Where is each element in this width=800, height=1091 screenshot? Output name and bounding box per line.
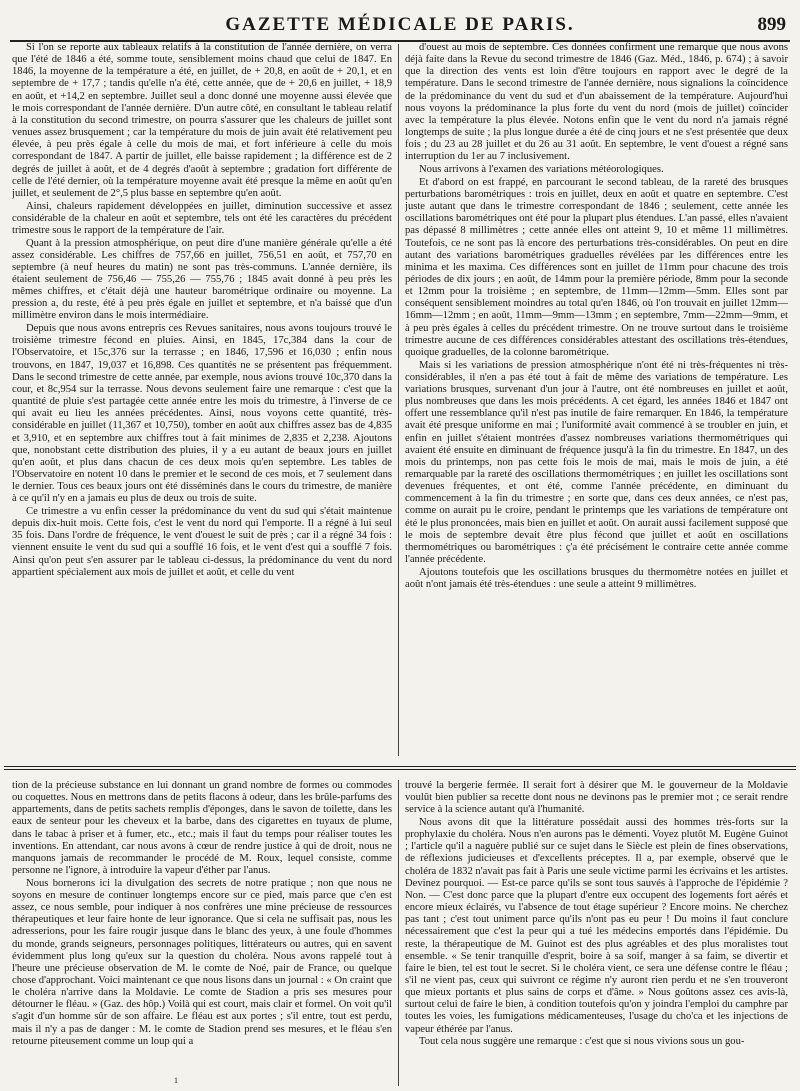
paragraph: Mais si les variations de pression atmosphérique n'ont été ni très-fréquentes ni très-considérables, il n'en a pas été tout à fait de même des variations de température. Les variations brusques, survenant d'un jour à l'autre, ont été nombreuses en juillet et août, plus nombreuses que dans les mois précédents. A cet égard, les années 1846 et 1847 ont offert une ressemblance qu'il n'est pas inutile de faire remarquer. En 1846, la température avait été presque uniforme en mai ; l'uniformité avait commencé à se troubler en juin, et enfin en juillet s'étaient montrées d'assez nombreuses variations thermométriques qui avaient été ensuite en diminuant de fréquence jusqu'à la fin du trimestre. En 1847, un des mois du printemps, non pas cette fois le mois de mai, mais le mois de juin, a été remarquable par la rareté des oscillations thermométriques ; en juillet les oscillations sont devenues fréquentes, et ont été, comme l'année précédente, en diminuant du commencement à la fin du trimestre ; en sorte que, dans ces deux années, ce n'est pas, comme on aurait pu le croire, pendant le printemps que les variations de température ont été le plus prononcées, mais bien en juillet et août. On aurait aussi facilement supposé que le mois de septembre devait être plus fécond que juillet et août en oscillations thermométriques ou barométriques : ç'a été précisément le contraire cette année comme l'année précédente. (405, 359, 788, 566)
column-top-left (12, 42, 392, 750)
column-bottom-left (12, 780, 392, 1084)
paragraph: Depuis que nous avons entrepris ces Revues sanitaires, nous avons toujours trouvé le troisième trimestre fécond en pluies. Ainsi, en 1845, 17c,384 dans la cour de l'Observatoire, et 15c,376 sur la terrasse ; en 1846, 17,596 et 16,030 ; enfin nous trouvons, en 1847, 19,037 et 16,898. Ces quantités ne se présentent pas fréquemment. Dans le second trimestre de cette année, par exemple, nous avions trouvé 10c,370 dans la cour, et 8c,954 sur la terrasse. Nous devons seulement faire une remarque : c'est que la quantité de pluie s'est partagée cette année entre les mois du trimestre, à l'inverse de ce qui avait eu lieu les années précédentes. Ainsi, nous voyons cette quantité, très-considérable en juillet (11,367 et 10,750), tomber en août aux chiffres assez bas de 4,835 et 3,910, et en septembre aux chiffres tout à fait minimes de 2,835 et 2,238. Ajoutons que, nonobstant cette distribution des pluies, il y a eu autant de beaux jours en juillet qu'en août, et plus dans chacun de ces deux mois qu'en septembre. Les tables de l'Observatoire en notent 10 dans le premier et le second de ces mois, et 7 seulement dans le dernier. Tous ces beaux jours ont été disséminés dans le cours du trimestre, de manière à ce qu'il n'y en a jamais eu plus de deux ou trois de suite. (12, 323, 392, 505)
section-divider (4, 766, 796, 767)
page-number: 899 (757, 14, 786, 35)
column-bottom-right (405, 780, 788, 1084)
footer-mark: 1 (174, 1076, 178, 1085)
column-divider (398, 780, 399, 1086)
journal-title: GAZETTE MÉDICALE DE PARIS. (225, 14, 575, 35)
section-divider (4, 769, 796, 770)
paragraph: Nous bornerons ici la divulgation des secrets de notre pratique ; non que nous ne soyons en mesure de continuer longtemps encore sur ce pied, mais parce que c'en est assez, ce nous semble, pour indiquer à nos confrères une mine précieuse de ressources thérapeutiques et leur faire honte de leur ignorance. Que si cela ne suffisait pas, nous les adresserions, pour les faire rougir jusque dans le blanc des yeux, à une foule d'hommes du monde, grands seigneurs, personnages politiques, littérateurs ou autres, qui en savent évidemment plus long qu'eux sur la question du choléra. Nous avons rappelé tout à l'heure une précieuse observation de M. le comte de Noé, pair de France, ou quelque chose d'approchant. Voici maintenant ce que nous lisons dans un journal : « On craint que le choléra n'arrive dans la Moldavie. Le comte de Stadion a pris ses mesures pour détourner le fléau. » (Gaz. des hôp.) Voilà qui est court, mais clair et formel. On voit qu'il s'agit d'un homme sûr de son affaire. Le fléau est aux portes ; s'il entre, tout est perdu, mais il n'y a pas de danger : M. le comte de Stadion prend ses mesures, et le fléau s'en retourne piteusement comme un loup qui a (12, 877, 392, 1047)
paragraph: tion de la précieuse substance en lui donnant un grand nombre de formes ou commodes ou coquettes. Nous en mettrons dans de petits flacons à odeur, dans les brûle-parfums des appartements, dans de petits sachets remplis d'éponges, dans le savon de toilette, dans les eaux de senteur pour les cheveux et la barbe, dans des cigarettes en tuyaux de plume, dans le tabac à priser et à fumer, etc., etc.; mais il faut du temps pour réaliser toutes les inventions. En attendant, car nous avons à cœur de rendre justice à qui de droit, nous ne manquons jamais de recommander le procédé de M. Roux, lequel consiste, comme personne ne l'ignore, à introduire la vapeur d'éther par l'anus. (12, 780, 392, 877)
paragraph: Ajoutons toutefois que les oscillations brusques du thermomètre notées en juillet et août n'ont jamais été très-étendues : une seule a atteint 9 millimètres. (405, 566, 788, 590)
paragraph: Quant à la pression atmosphérique, on peut dire d'une manière générale qu'elle a été assez considérable. Les chiffres de 757,66 en juillet, 756,51 en août, et 757,70 en septembre (à neuf heures du matin) ne sont pas très-communs. L'année dernière, ils étaient seulement de 756,46 — 755,26 — 755,76 ; 1845 avait donné à peu près les mêmes chiffres, et c'était déjà une hauteur barométrique ordinaire ou moyenne. La pression a, du reste, été à peu près égale en juillet et septembre, et n'a baissé que d'un millimètre environ dans le mois intermédiaire. (12, 237, 392, 322)
paragraph: Ainsi, chaleurs rapidement développées en juillet, diminution successive et assez considérable de la chaleur en août et septembre, tels ont été les caractères du précédent trimestre sous le rapport de la température de l'air. (12, 200, 392, 236)
paragraph: Ce trimestre a vu enfin cesser la prédominance du vent du sud qui s'était maintenue depuis dix-huit mois. Cette fois, c'est le vent du nord qui l'emporte. Il a régné à lui seul 35 fois. Dans l'ordre de fréquence, le vent d'ouest le suit de près ; car il a régné 34 fois : viennent ensuite le vent du sud qui a soufflé 16 fois, et le vent d'est qui a soufflé 7 fois. Ainsi qu'on peut s'en assurer par le tableau ci-dessus, la prédominance du vent du nord appartient spécialement aux mois de juillet et août, et celle du vent (12, 505, 392, 578)
column-divider (398, 44, 399, 756)
paragraph: Et d'abord on est frappé, en parcourant le second tableau, de la rareté des brusques perturbations barométriques : trois en juillet, deux en août et quatre en septembre. C'est juste autant que dans le trimestre correspondant de 1846 ; seulement, cette année les oscillations barométriques ont été pour la plupart plus étendues. L'an passé, elles n'avaient pas dépassé 8 millimètres ; cette année elles ont atteint 9, 10 et même 11 millimètres. Toutefois, ce ne sont pas là encore des perturbations très-considérables. On peut en dire autant des variations barométriques graduelles révélées par les différences entre les minima et les maxima. Ces différences sont en juillet de 11mm pour chacune des trois périodes de dix jours ; en août, de 14mm pour la première période, 8mm pour la seconde et 12mm pour la troisième ; en septembre, de 11mm—12mm—5mm. Elles sont par conséquent sensiblement moindres au total qu'en 1846, où l'on trouvait en juillet 12mm—16mm—12mm ; en août, 11mm—9mm—13mm ; en septembre, 7mm—22mm—9mm, et à peu près égales à celles du précédent trimestre. On ne trouve surtout dans le troisième trimestre aucune de ces différences considérables attestant des oscillations très-étendues, quoique graduelles, de la colonne barométrique. (405, 176, 788, 358)
paragraph: Si l'on se reporte aux tableaux relatifs à la constitution de l'année dernière, on verra que l'été de 1846 a été, somme toute, sensiblement moins chaud que celui de 1847. En 1846, la moyenne de la température a été, en juillet, de + 20,8, en août de + 20,1, et en septembre de + 17,7 ; tandis qu'elle n'a été, cette année, que de + 20,6 en juillet, + 18,9 en août, et +14,2 en septembre. Juillet seul a donc donné une moyenne aussi élevée que le mois correspondant de l'année dernière. D'un autre côté, en consultant le tableau relatif à la constitution du second trimestre, on pourra s'assurer que les chaleurs de juillet sont venues assez brusquement ; car la température du mois de juin avait été relativement peu élevée, à peu près égale à celle du mois de mai, et fort inférieure à celle du mois correspondant de 1847. A partir de juillet, elle baisse rapidement ; la différence est de 2 degrés de juillet à août, et de 4 degrés d'août à septembre ; gradation fort différente de celle de l'été dernier, où la température moyenne avait été presque la même en août qu'en juillet, et seulement de 2°,5 plus basse en septembre qu'en août. (12, 42, 392, 199)
paragraph: Tout cela nous suggère une remarque : c'est que si nous vivions sous un gou- (419, 1036, 745, 1048)
page-header (10, 6, 790, 36)
paragraph: d'ouest au mois de septembre. Ces données confirment une remarque que nous avons déjà faite dans la Revue du second trimestre de 1846 (Gaz. Méd., 1846, p. 674) ; à savoir que la direction des vents est loin d'être toujours en rapport avec le degré de la température. Dans le second trimestre de l'année dernière, nous signalions la coïncidence de la prédominance du vent du sud et d'un abaissement de la température. Aujourd'hui nous voyons la prédominance la plus forte du vent du nord (mois de juillet) coïncider avec la température la plus élevée. Notons enfin que le vent du nord n'a jamais régné longtemps de suite ; la plus longue durée a été de cinq jours et ne s'est présentée que deux fois ; du 23 au 28 juillet et du 26 au 31 août. En septembre, le vent d'ouest a régné sans interruption du 1er au 7 inclusivement. (405, 42, 788, 163)
paragraph: Nous avons dit que la littérature possédait aussi des hommes très-forts sur la prophylaxie du choléra. Nous n'en aurons pas le démenti. Voyez plutôt M. Eugène Guinot ; l'article qu'il a naguère publié sur ce sujet dans le Siècle est plein de fines observations, de réflexions judicieuses et d'excellents préceptes. Il a, par exemple, observé que le choléra de 1832 n'avait pas fait à Paris une seule victime parmi les écrivains et les artistes. Devinez pourquoi. — Est-ce parce qu'ils se sont tous sauvés à l'approche de l'épidémie ? Non. — C'est donc parce que la plupart d'entre eux occupent des logements fort aérés et encore mieux éclairés, vu l'absence de tout étage supérieur ? Encore moins. Ne cherchez pas tant ; c'est tout uniment parce qu'ils n'ont pas eu peur ! Du moins il faut conclure nécessairement que c'est la peur qui a tué les médecins emportés dans l'épidémie. Du reste, la thérapeutique de M. Guinot est des plus agréables et des plus moralistes tout ensemble. « Se tenir tranquille d'esprit, boire à sa soif, manger à sa faim, se divertir et faire le bien, tel est tout le secret. Si le choléra vient, ce sera une défense contre le fléau ; s'il ne vient pas, ceux qui suivront ce régime n'y auront rien perdu et ne s'en trouveront que mieux portants et plus sains de corps et d'âme. » Nous goûtons assez ces avis-là, surtout celui de faire le bien, à condition toutefois qu'on y joindra l'emploi du camphre par toutes les voies, les fumigations médicamenteuses, l'usage du cho'ca et les injections de vapeur éthérée par l'anus. (405, 816, 788, 1035)
paragraph: Nous arrivons à l'examen des variations météorologiques. (419, 164, 664, 176)
paragraph: trouvé la bergerie fermée. Il serait fort à désirer que M. le gouverneur de la Moldavie voulût bien publier sa recette dont nous ne devinons pas le premier mot ; ce serait rendre service à la science autant qu'à l'humanité. (405, 780, 788, 816)
column-top-right (405, 42, 788, 750)
